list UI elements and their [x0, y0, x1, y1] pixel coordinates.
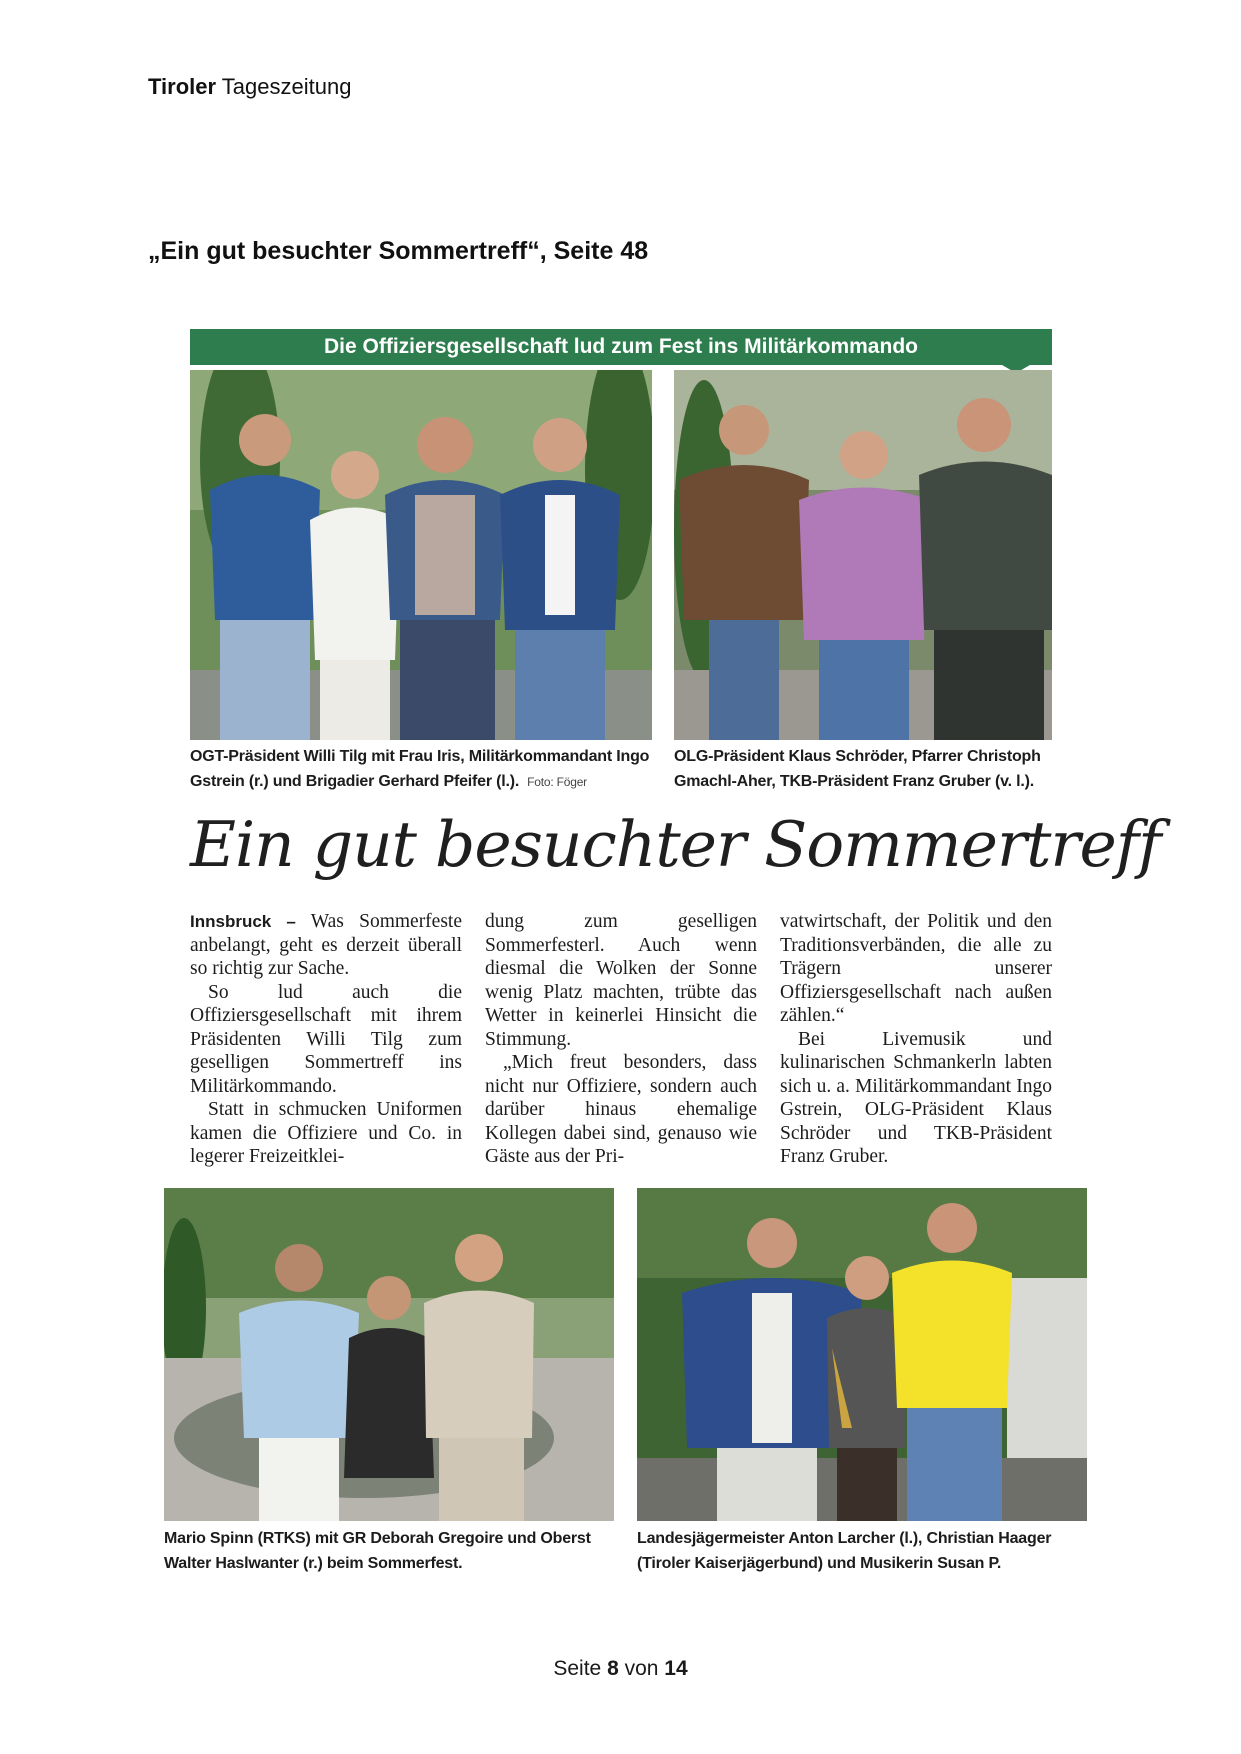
article-column-3	[780, 910, 1052, 1169]
current-page: 8	[607, 1657, 619, 1680]
photo-group-four-people	[190, 370, 652, 740]
page-middle: von	[618, 1657, 665, 1680]
page-number	[0, 1657, 1241, 1681]
paragraph: „Mich freut besonders, dass nicht nur Offiziere, sondern auch darüber hinaus ehemalige Kollegen dabei sind, genauso wie Gäste aus der Pri-	[485, 1052, 757, 1167]
article-column-1	[190, 910, 462, 1169]
article-column-2	[485, 910, 757, 1169]
paragraph: vatwirtschaft, der Politik und den Traditionsverbänden, die alle zu Trägern unserer Offiziersgesellschaft nach außen zählen.“	[780, 911, 1052, 1026]
photo-caption-2	[674, 744, 1052, 794]
photo-caption-3	[164, 1526, 614, 1576]
photo-group-three-men	[674, 370, 1052, 740]
paragraph-text: Was Sommerfeste anbelangt, geht es derzeit überall so richtig zur Sache.	[190, 911, 462, 979]
publication-name-rest: Tageszeitung	[216, 74, 352, 99]
photo-caption-4	[637, 1526, 1087, 1576]
article-reference: „Ein gut besuchter Sommertreff“, Seite 48	[148, 237, 649, 265]
publication-name	[148, 74, 351, 100]
dateline: Innsbruck –	[190, 912, 296, 931]
section-banner: Die Offiziersgesellschaft lud zum Fest ins Militärkommando	[190, 329, 1052, 365]
paragraph: dung zum geselligen Sommerfesterl. Auch wenn diesmal die Wolken der Sonne wenig Platz machten, trübte das Wetter in keinerlei Hinsicht die Stimmung.	[485, 911, 757, 1050]
photo-credit: Foto: Föger	[527, 775, 587, 789]
caption-text: Mario Spinn (RTKS) mit GR Deborah Gregoire und Oberst Walter Haslwanter (r.) beim Sommerfest.	[164, 1530, 591, 1572]
paragraph	[190, 910, 462, 981]
caption-text: Landesjägermeister Anton Larcher (l.), Christian Haager (Tiroler Kaiserjägerbund) und Musikerin Susan P.	[637, 1530, 1052, 1572]
paragraph: Bei Livemusik und kulinarischen Schmankerln labten sich u. a. Militärkommandant Ingo Gstrein, OLG-Präsident Klaus Schröder und TKB-Präsident Franz Gruber.	[780, 1028, 1052, 1167]
paragraph: Statt in schmucken Uniformen kamen die Offiziere und Co. in legerer Freizeitklei-	[190, 1099, 462, 1167]
article-headline: Ein gut besuchter Sommertreff	[190, 808, 1161, 881]
publication-name-bold: Tiroler	[148, 74, 217, 99]
paragraph: So lud auch die Offiziersgesellschaft mit ihrem Präsidenten Willi Tilg zum geselligen Sommertreff ins Militärkommando.	[190, 981, 462, 1097]
caption-text: OLG-Präsident Klaus Schröder, Pfarrer Christoph Gmachl-Aher, TKB-Präsident Franz Gruber (v. l.).	[674, 748, 1041, 790]
photo-musician-three-people	[637, 1188, 1087, 1521]
photo-caption-1	[190, 744, 652, 795]
photo-fountain-three-people	[164, 1188, 614, 1521]
page-prefix: Seite	[553, 1657, 608, 1680]
total-pages: 14	[664, 1657, 688, 1680]
caption-text: OGT-Präsident Willi Tilg mit Frau Iris, Militärkommandant Ingo Gstrein (r.) und Brigadier Gerhard Pfeifer (l.).	[190, 748, 650, 790]
